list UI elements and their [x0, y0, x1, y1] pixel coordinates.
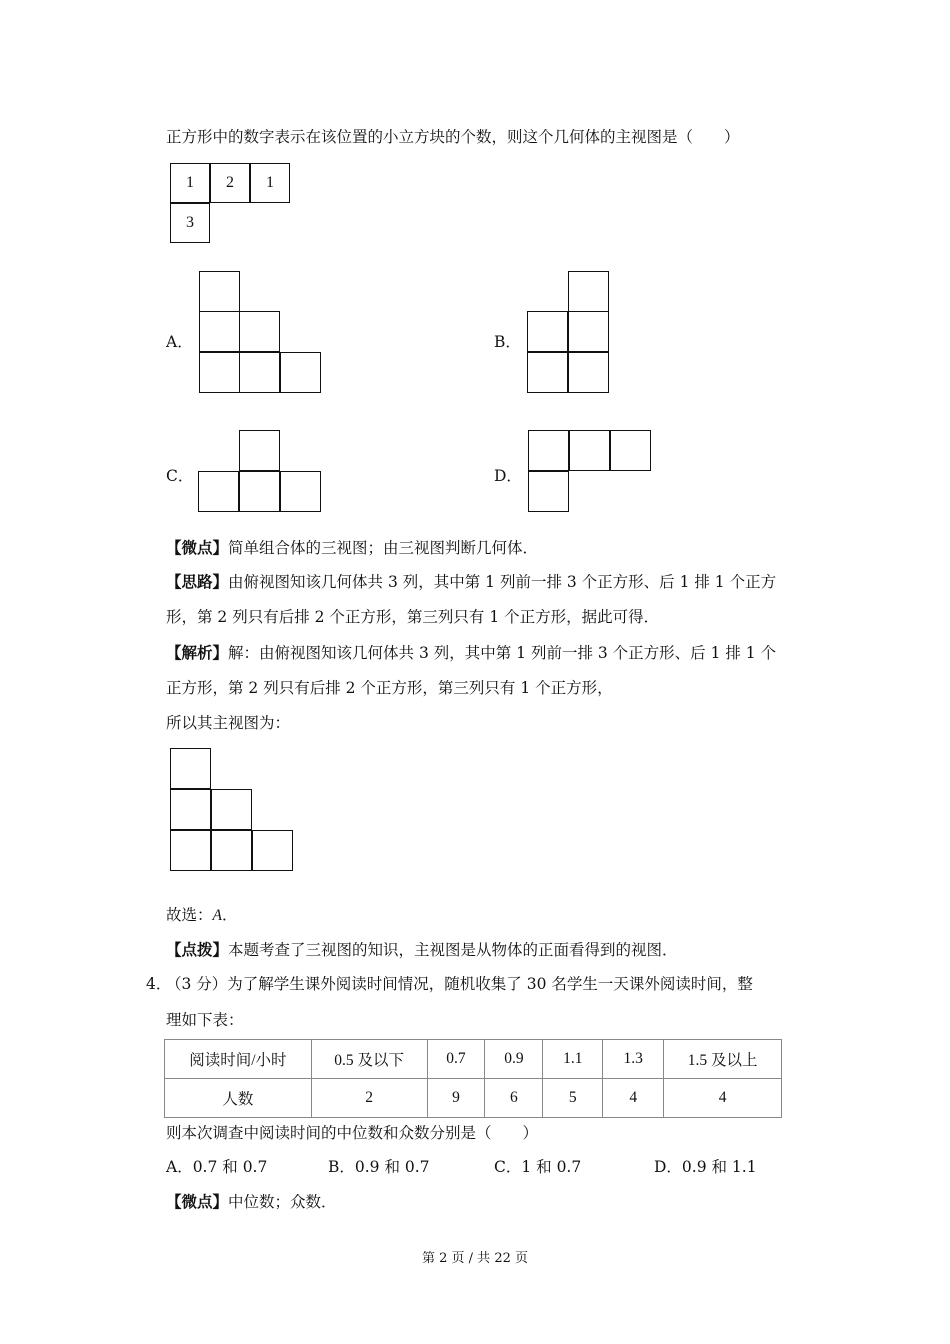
q3-jiexi-line1 [166, 643, 776, 663]
weidian-text: 中位数；众数． [228, 1193, 337, 1211]
square [568, 271, 609, 312]
q4-weidian [166, 1192, 337, 1212]
table-cell: 人数 [165, 1079, 312, 1118]
q3-answer [166, 905, 238, 926]
q4-option-a: A．0.7 和 0.7 [166, 1158, 268, 1176]
table-header-cell: 阅读时间/小时 [165, 1040, 312, 1079]
weidian-text: 简单组合体的三视图；由三视图判断几何体． [228, 539, 539, 557]
answer-letter: A [212, 907, 222, 924]
grid-cell: 3 [170, 203, 210, 243]
table-cell: 9 [427, 1079, 485, 1118]
q3-dianbo [166, 940, 678, 960]
square [239, 430, 280, 471]
q3-silu-line2: 形，第 2 列只有后排 2 个正方形，第三列只有 1 个正方形，据此可得． [166, 608, 660, 626]
table-header-cell: 1.3 [603, 1040, 664, 1079]
answer-prefix: 故选： [166, 906, 213, 924]
square [528, 471, 569, 512]
weidian-tag: 【微点】 [166, 538, 229, 557]
q4-number: 4． [146, 975, 172, 993]
square [239, 352, 280, 393]
square [170, 830, 211, 871]
table-row [165, 1079, 782, 1118]
q3-silu-line1 [166, 572, 776, 592]
q4-question-line: 则本次调查中阅读时间的中位数和众数分别是（ ） [166, 1124, 539, 1142]
square [239, 311, 280, 352]
grid-cell: 1 [170, 163, 210, 203]
answer-suffix: ． [221, 906, 238, 924]
q4-line2: 理如下表： [166, 1011, 244, 1029]
square [527, 352, 568, 393]
q4-line1: （3 分）为了解学生课外阅读时间情况，随机收集了 30 名学生一天课外阅读时间，整 [166, 975, 753, 993]
silu-tag: 【思路】 [166, 572, 229, 591]
square [568, 352, 609, 393]
weidian-tag: 【微点】 [166, 1192, 229, 1211]
grid-cell: 2 [210, 163, 250, 203]
square [170, 748, 211, 789]
square [610, 430, 651, 471]
square [198, 471, 239, 512]
dianbo-text: 本题考查了三视图的知识，主视图是从物体的正面看得到的视图． [228, 941, 678, 959]
square [527, 311, 568, 352]
square [252, 830, 293, 871]
table-header-cell: 0.7 [427, 1040, 485, 1079]
square [199, 271, 240, 312]
option-d-label: D． [494, 467, 522, 485]
square [199, 311, 240, 352]
square [569, 430, 610, 471]
option-b-label: B． [494, 333, 521, 351]
dianbo-tag: 【点拨】 [166, 940, 229, 959]
reading-time-table [164, 1039, 782, 1118]
square [211, 789, 252, 830]
option-c-label: C． [166, 467, 194, 485]
square [239, 471, 280, 512]
table-cell: 5 [543, 1079, 603, 1118]
table-cell: 4 [603, 1079, 664, 1118]
table-header-cell: 0.5 及以下 [311, 1040, 427, 1079]
q4-option-b: B．0.9 和 0.7 [328, 1158, 430, 1176]
page-footer: 第 2 页 / 共 22 页 [422, 1251, 528, 1266]
table-header-cell: 1.1 [543, 1040, 603, 1079]
jiexi-text: 解：由俯视图知该几何体共 3 列，其中第 1 列前一排 3 个正方形、后 1 排 1 个 [228, 644, 777, 662]
square [199, 352, 240, 393]
square [568, 311, 609, 352]
q4-option-d: D．0.9 和 1.1 [654, 1158, 757, 1176]
jiexi-tag: 【解析】 [166, 643, 229, 662]
table-header-cell: 1.5 及以上 [664, 1040, 782, 1079]
q3-jiexi-line2: 正方形，第 2 列只有后排 2 个正方形，第三列只有 1 个正方形， [166, 679, 613, 697]
square [280, 471, 321, 512]
square [280, 352, 321, 393]
option-a-label: A． [166, 333, 193, 351]
table-cell: 6 [485, 1079, 543, 1118]
square [528, 430, 569, 471]
table-header-cell: 0.9 [485, 1040, 543, 1079]
table-cell: 4 [664, 1079, 782, 1118]
q3-stem: 正方形中的数字表示在该位置的小立方块的个数，则这个几何体的主视图是（ ） [166, 128, 740, 146]
q3-jiexi-line3: 所以其主视图为： [166, 714, 291, 732]
silu-text: 由俯视图知该几何体共 3 列，其中第 1 列前一排 3 个正方形、后 1 排 1 个正方 [228, 573, 777, 591]
q3-weidian [166, 538, 538, 558]
grid-cell: 1 [250, 163, 290, 203]
table-row [165, 1040, 782, 1079]
square [211, 830, 252, 871]
table-cell: 2 [311, 1079, 427, 1118]
q4-option-c: C．1 和 0.7 [494, 1158, 582, 1176]
square [170, 789, 211, 830]
